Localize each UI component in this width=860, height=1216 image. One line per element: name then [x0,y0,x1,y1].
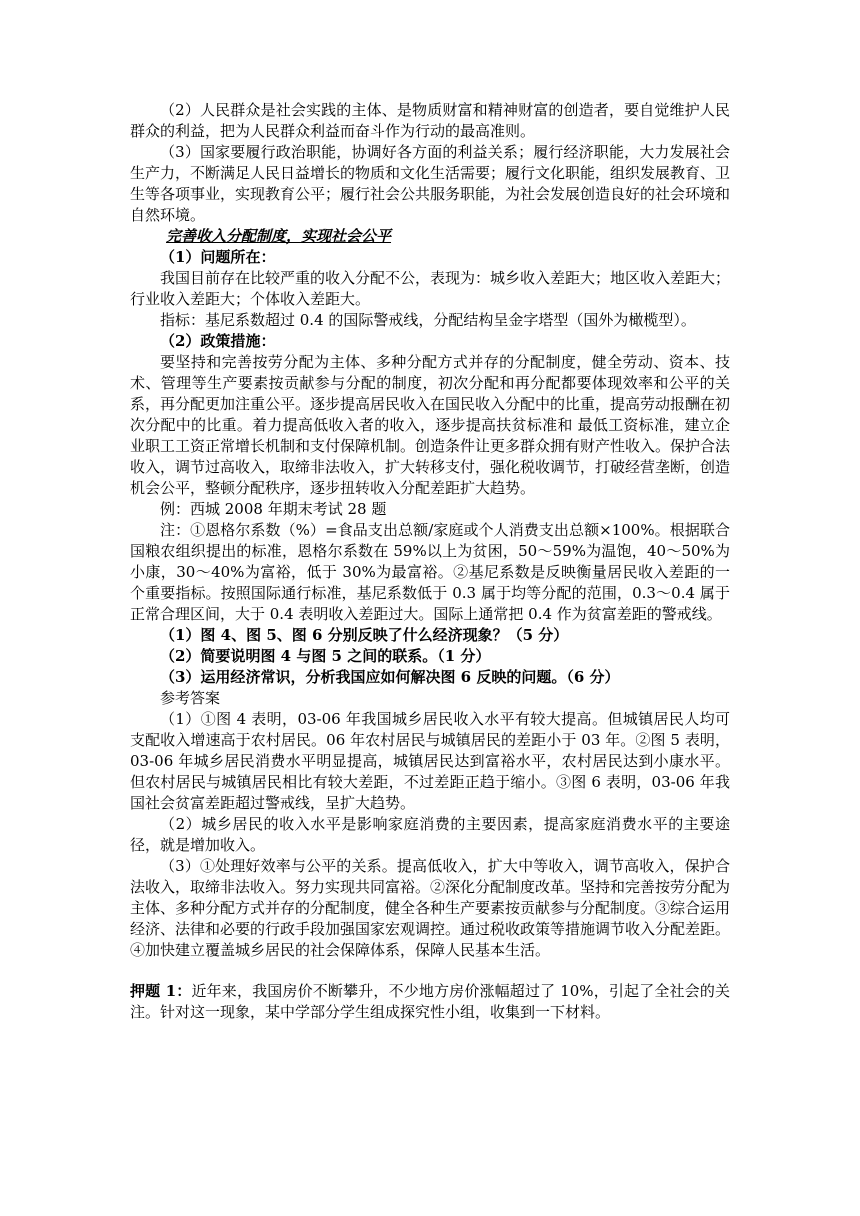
question-3: （3）运用经济常识，分析我国应如何解决图 6 反映的问题。（6 分） [160,668,620,686]
problem-heading: （1）问题所在： [160,248,276,266]
section-title: 完善收入分配制度，实现社会公平 [166,227,392,245]
answer-label: 参考答案 [160,689,221,707]
yati-text: 近年来，我国房价不断攀升，不少地方房价涨幅超过了 10%，引起了全社会的关注。针对这一现象，某中学部分学生组成探究性小组，收集到一下材料。 [130,982,730,1021]
paragraph-state-functions: （3）国家要履行政治职能，协调好各方面的利益关系；履行经济职能，大力发展社会生产力，不断满足人民日益增长的物质和文化生活需要；履行文化职能，组织发展教育、卫生等各项事业，实现教育公平；履行社会公共服务职能，为社会发展创造良好的社会环境和自然环境。 [130,143,731,224]
policy-text: 要坚持和完善按劳分配为主体、多种分配方式并存的分配制度，健全劳动、资本、技术、管理等生产要素按贡献参与分配的制度，初次分配和再分配都要体现效率和公平的关系，再分配更加注重公平。逐步提高居民收入在国民收入分配中的比重，提高劳动报酬在初次分配中的比重。着力提高低收入者的收入，逐步提高扶贫标准和 最低工资标准，建立企业职工工资正常增长机制和支付保障机制。创造条件让更多群众拥有财产性收入。保护合法收入，调节过高收入，取缔非法收入，扩大转移支付，强化税收调节，打破经营垄断，创造机会公平，整顿分配秩序，逐步扭转收入分配差距扩大趋势。 [130,353,731,497]
document-page [130,100,730,1023]
question-2: （2）简要说明图 4 与图 5 之间的联系。（1 分） [160,647,491,665]
answer-2: （2）城乡居民的收入水平是影响家庭消费的主要因素，提高家庭消费水平的主要途径，就是增加收入。 [130,815,730,854]
question-1: （1）图 4、图 5、图 6 分别反映了什么经济现象？（5 分） [160,626,569,644]
indicator-text: 指标：基尼系数超过 0.4 的国际警戒线，分配结构呈金字塔型（国外为橄榄型）。 [160,311,696,329]
paragraph-people-masses: （2）人民群众是社会实践的主体、是物质财富和精神财富的创造者，要自觉维护人民群众的利益，把为人民群众利益而奋斗作为行动的最高准则。 [130,101,730,140]
spacer [130,961,730,981]
example-line: 例：西城 2008 年期末考试 28 题 [160,500,387,518]
yati-label: 押题 1： [130,982,192,1000]
policy-heading: （2）政策措施： [160,332,276,350]
note-text: 注：①恩格尔系数（%）=食品支出总额/家庭或个人消费支出总额×100%。根据联合国粮农组织提出的标准，恩格尔系数在 59%以上为贫困，50～59%为温饱，40～50%为小康，30～40%为富裕，低于 30%为最富裕。②基尼系数是反映衡量居民收入差距的一个重要指标。按照国际通行标准，基尼系数低于 0.3 属于均等分配的范围，0.3～0.4 属于正常合理区间，大于 0.4 表明收入差距过大。国际上通常把 0.4 作为贫富差距的警戒线。 [130,521,730,623]
yati-paragraph [130,981,730,1023]
answer-1: （1）①图 4 表明，03-06 年我国城乡居民收入水平有较大提高。但城镇居民人均可支配收入增速高于农村居民。06 年农村居民与城镇居民的差距小于 03 年。②图 5 表明，03-06 年城乡居民消费水平明显提高，城镇居民达到富裕水平，农村居民达到小康水平。但农村居民与城镇居民相比有较大差距，不过差距正趋于缩小。③图 6 表明，03-06 年我国社会贫富差距超过警戒线，呈扩大趋势。 [130,710,730,812]
problem-text: 我国目前存在比较严重的收入分配不公，表现为：城乡收入差距大；地区收入差距大；行业收入差距大；个体收入差距大。 [130,269,731,308]
answer-3: （3）①处理好效率与公平的关系。提高低收入，扩大中等收入，调节高收入，保护合法收入，取缔非法收入。努力实现共同富裕。②深化分配制度改革。坚持和完善按劳分配为主体、多种分配方式并存的分配制度，健全各种生产要素按贡献参与分配制度。③综合运用经济、法律和必要的行政手段加强国家宏观调控。通过税收政策等措施调节收入分配差距。④加快建立覆盖城乡居民的社会保障体系，保障人民基本生活。 [130,857,731,959]
